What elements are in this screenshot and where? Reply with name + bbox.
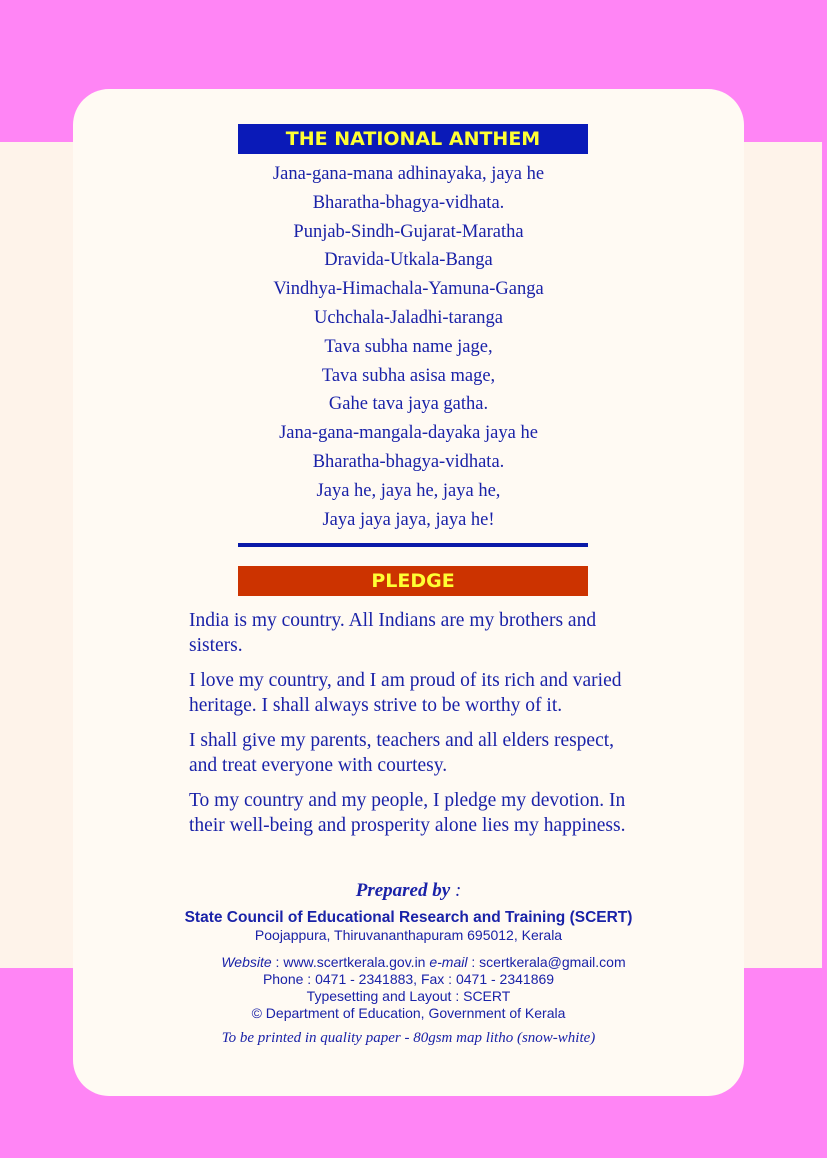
email-link[interactable]: : scertkerala@gmail.com (467, 954, 626, 970)
colon: : (450, 880, 462, 901)
anthem-line: Jana-gana-mangala-dayaka jaya he (279, 423, 538, 444)
anthem-line: Jana-gana-mana adhinayaka, jaya he (272, 164, 545, 184)
anthem-title: THE NATIONAL ANTHEM (238, 124, 588, 154)
anthem-line: Dravida-Utkala-Banga (324, 250, 493, 271)
pledge-title: PLEDGE (238, 566, 588, 596)
email-label: e-mail (429, 954, 468, 970)
anthem-line: Bharatha-bhagya-vidhata. (312, 192, 505, 213)
anthem-line: Punjab-Sindh-Gujarat-Maratha (293, 221, 524, 242)
prepared-by-label: Prepared by (355, 880, 451, 901)
phone-fax: Phone : 0471 - 2341883, Fax : 0471 - 2341869 (262, 971, 555, 987)
website-label: Website (221, 954, 272, 970)
organization-name: State Council of Educational Research and Training (SCERT) (184, 909, 633, 926)
anthem-line: Bharatha-bhagya-vidhata. (312, 451, 505, 472)
pledge-paragraph: I shall give my parents, teachers and all elders respect, and treat everyone with courtesy. (189, 730, 615, 776)
copyright: © Department of Education, Government of Kerala (251, 1005, 566, 1021)
anthem-line: Tava subha name jage, (324, 336, 493, 357)
typesetting: Typesetting and Layout : SCERT (306, 988, 511, 1004)
anthem-line: Vindhya-Himachala-Yamuna-Ganga (273, 279, 544, 300)
pledge-paragraph: To my country and my people, I pledge my devotion. In their well-being and prosperity alone lies my happiness. (189, 790, 626, 836)
divider (238, 543, 588, 547)
website-link[interactable]: : www.scertkerala.gov.in (271, 954, 430, 970)
print-note: To be printed in quality paper - 80gsm map litho (snow-white) (221, 1030, 596, 1046)
address: Poojappura, Thiruvananthapuram 695012, Kerala (254, 927, 563, 943)
anthem-line: Jaya jaya jaya, jaya he! (322, 509, 495, 530)
anthem-line: Tava subha asisa mage, (321, 365, 496, 386)
pledge-paragraph: India is my country. All Indians are my brothers and sisters. (189, 610, 597, 656)
anthem-line: Gahe tava jaya gatha. (328, 394, 489, 415)
anthem-lyrics (73, 160, 744, 534)
anthem-line: Jaya he, jaya he, jaya he, (316, 480, 501, 501)
anthem-line: Uchchala-Jaladhi-taranga (313, 307, 503, 328)
pledge-text (189, 608, 644, 848)
pledge-paragraph: I love my country, and I am proud of its rich and varied heritage. I shall always strive to be worthy of it. (189, 670, 622, 716)
credits (73, 880, 744, 1047)
